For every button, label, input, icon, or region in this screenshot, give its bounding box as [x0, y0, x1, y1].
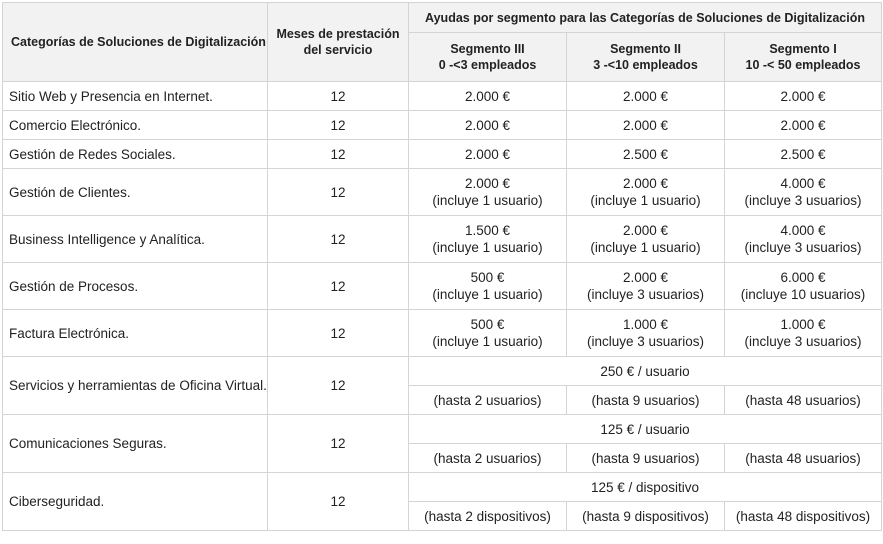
limit-s1: (hasta 48 dispositivos) — [725, 502, 882, 531]
category-name: Servicios y herramientas de Oficina Virtual. — [3, 357, 268, 415]
aid-amount: 500 € — [470, 317, 505, 332]
category-name: Gestión de Procesos. — [3, 263, 268, 310]
header-segment-ii — [567, 33, 725, 82]
aid-s2 — [567, 111, 725, 140]
table-row — [3, 216, 882, 263]
category-name: Comunicaciones Seguras. — [3, 415, 268, 473]
months-value: 12 — [268, 82, 409, 111]
header-categories: Categorías de Soluciones de Digitalización — [3, 3, 268, 82]
aid-amount: 2.000 € — [780, 117, 826, 133]
aid-amount: 4.000 € — [780, 223, 826, 238]
table-row — [3, 140, 882, 169]
aid-note: (incluye 1 usuario) — [590, 240, 701, 255]
table-row — [3, 415, 882, 444]
aid-s3 — [409, 216, 567, 263]
limit-s2: (hasta 9 usuarios) — [567, 386, 725, 415]
category-name: Gestión de Clientes. — [3, 169, 268, 216]
aid-s3 — [409, 263, 567, 310]
months-value: 12 — [268, 169, 409, 216]
table-row — [3, 263, 882, 310]
header-months — [268, 3, 409, 82]
header-months-line1: Meses de prestación — [276, 27, 400, 41]
aid-amount: 1.000 € — [622, 317, 669, 332]
months-value: 12 — [268, 111, 409, 140]
months-value: 12 — [268, 415, 409, 473]
aid-note: (incluye 3 usuarios) — [744, 240, 862, 255]
aid-note: (incluye 1 usuario) — [432, 240, 543, 255]
aid-note: (incluye 3 usuarios) — [744, 334, 862, 349]
aid-amount: 4.000 € — [780, 176, 826, 191]
aid-s2 — [567, 140, 725, 169]
months-value: 12 — [268, 473, 409, 531]
months-value: 12 — [268, 140, 409, 169]
limit-s1: (hasta 48 usuarios) — [725, 386, 882, 415]
aid-s1 — [725, 263, 882, 310]
category-name: Ciberseguridad. — [3, 473, 268, 531]
aid-s3 — [409, 310, 567, 357]
aid-s3 — [409, 140, 567, 169]
limit-s1: (hasta 48 usuarios) — [725, 444, 882, 473]
segment-range: 3 -<10 empleados — [593, 58, 698, 72]
limit-s3: (hasta 2 dispositivos) — [409, 502, 567, 531]
aid-s2 — [567, 169, 725, 216]
aid-s1 — [725, 216, 882, 263]
aid-note: (incluye 3 usuarios) — [586, 334, 705, 349]
category-name: Gestión de Redes Sociales. — [3, 140, 268, 169]
shared-price: 125 € / usuario — [409, 415, 882, 444]
aid-s2 — [567, 263, 725, 310]
header-segment-iii — [409, 33, 567, 82]
aid-s1 — [725, 169, 882, 216]
category-name: Factura Electrónica. — [3, 310, 268, 357]
months-value: 12 — [268, 310, 409, 357]
aid-amount: 2.500 € — [780, 146, 826, 162]
table-row — [3, 310, 882, 357]
aid-amount: 1.500 € — [464, 223, 511, 238]
aid-amount: 2.000 € — [464, 88, 511, 104]
aid-amount: 2.000 € — [464, 146, 511, 162]
aid-amount: 2.000 € — [780, 88, 826, 104]
aid-s1 — [725, 82, 882, 111]
table-header — [3, 3, 882, 82]
aid-amount: 2.000 € — [464, 117, 511, 133]
months-value: 12 — [268, 263, 409, 310]
aid-amount: 2.000 € — [622, 270, 669, 285]
header-months-line2: del servicio — [303, 43, 373, 57]
aid-s3 — [409, 82, 567, 111]
limit-s2: (hasta 9 usuarios) — [567, 444, 725, 473]
aid-s3 — [409, 111, 567, 140]
aid-amount: 2.000 € — [464, 176, 511, 191]
table-row — [3, 357, 882, 386]
category-name: Sitio Web y Presencia en Internet. — [3, 82, 268, 111]
limit-s3: (hasta 2 usuarios) — [409, 444, 567, 473]
shared-price: 125 € / dispositivo — [409, 473, 882, 502]
aid-note: (incluye 10 usuarios) — [740, 287, 866, 302]
aid-amount: 2.000 € — [622, 176, 669, 191]
aid-amount: 6.000 € — [780, 270, 826, 285]
segment-range: 0 -<3 empleados — [438, 58, 537, 72]
segment-name: Segmento I — [769, 42, 837, 56]
aid-s2 — [567, 82, 725, 111]
aid-s1 — [725, 140, 882, 169]
header-aid-title: Ayudas por segmento para las Categorías de Soluciones de Digitalización — [409, 3, 882, 33]
aid-amount: 1.000 € — [780, 317, 826, 332]
table-row — [3, 111, 882, 140]
months-value: 12 — [268, 216, 409, 263]
aid-note: (incluye 1 usuario) — [432, 193, 543, 208]
table-body — [3, 82, 882, 531]
aid-note: (incluye 3 usuarios) — [586, 287, 705, 302]
aid-note: (incluye 1 usuario) — [432, 334, 543, 349]
aid-amount: 2.000 € — [622, 88, 669, 104]
limit-s3: (hasta 2 usuarios) — [409, 386, 567, 415]
aid-amount: 2.500 € — [622, 146, 669, 162]
aid-s3 — [409, 169, 567, 216]
aid-amount: 2.000 € — [622, 223, 669, 238]
digitalization-aid-table — [2, 2, 882, 531]
aid-note: (incluye 1 usuario) — [432, 287, 543, 302]
category-name: Business Intelligence y Analítica. — [3, 216, 268, 263]
aid-amount: 2.000 € — [622, 117, 669, 133]
aid-note: (incluye 3 usuarios) — [744, 193, 862, 208]
header-segment-i — [725, 33, 882, 82]
limit-s2: (hasta 9 dispositivos) — [567, 502, 725, 531]
table-row — [3, 473, 882, 502]
segment-name: Segmento III — [450, 42, 525, 56]
aid-s2 — [567, 216, 725, 263]
months-value: 12 — [268, 357, 409, 415]
segment-name: Segmento II — [610, 42, 681, 56]
aid-s2 — [567, 310, 725, 357]
shared-price: 250 € / usuario — [409, 357, 882, 386]
category-name: Comercio Electrónico. — [3, 111, 268, 140]
table-row — [3, 169, 882, 216]
aid-amount: 500 € — [470, 270, 505, 285]
table-row — [3, 82, 882, 111]
aid-s1 — [725, 111, 882, 140]
aid-s1 — [725, 310, 882, 357]
segment-range: 10 -< 50 empleados — [745, 58, 861, 72]
aid-note: (incluye 1 usuario) — [590, 193, 701, 208]
